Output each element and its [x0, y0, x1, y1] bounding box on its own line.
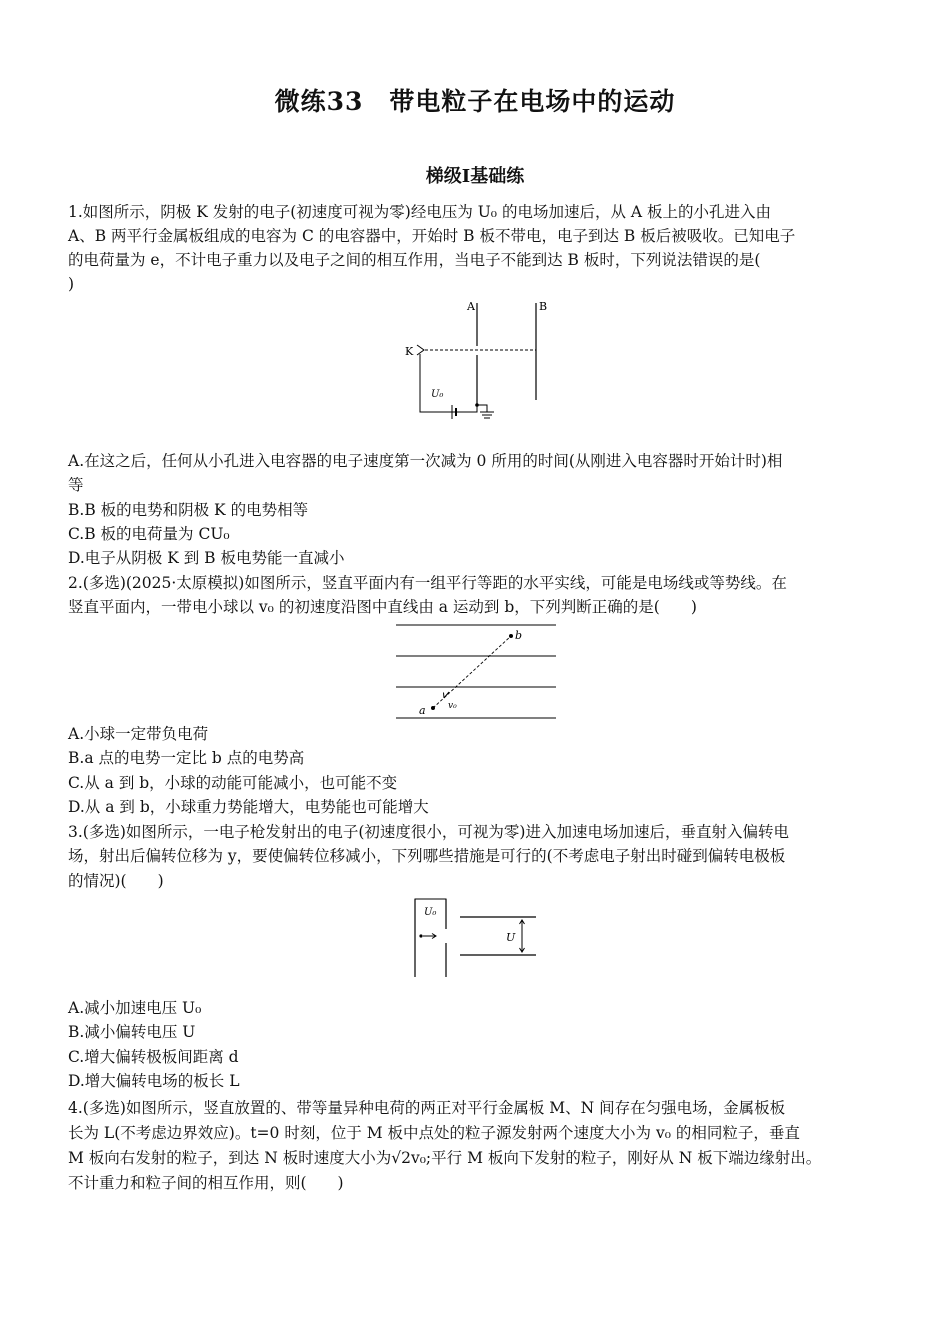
q1-option-a-line-1: A.在这之后，任何从小孔进入电容器的电子速度第一次减为 0 所用的时间(从刚进入电容器时开始计时)相: [68, 452, 783, 470]
q1-option-d: D.电子从阴极 K 到 B 板电势能一直减小: [68, 549, 345, 567]
q2-option-c: C.从 a 到 b，小球的动能可能减小，也可能不变: [68, 774, 398, 792]
q1-option-b: B.B 板的电势和阴极 K 的电势相等: [68, 501, 309, 519]
q1-option-a-line-2: 等: [68, 476, 84, 494]
q1-capacitor-figure: [395, 295, 565, 425]
q3-option-c: C.增大偏转极板间距离 d: [68, 1048, 239, 1066]
q2-option-a: A.小球一定带负电荷: [68, 725, 209, 743]
q3-stem-line-2: 场，射出后偏转位移为 y，要使偏转位移减小，下列哪些措施是可行的(不考虑电子射出时碰到偏转电极板: [68, 847, 786, 865]
q3-label-u: U: [506, 931, 516, 944]
q3-stem-line-1: 3.(多选)如图所示，一电子枪发射出的电子(初速度很小，可视为零)进入加速电场加速后，垂直射入偏转电: [68, 823, 789, 841]
q3-option-d: D.增大偏转电场的板长 L: [68, 1072, 240, 1090]
q1-cathode-k: [417, 345, 424, 355]
q2-option-b: B.a 点的电势一定比 b 点的电势高: [68, 749, 305, 767]
q1-stem-line-3: 的电荷量为 e，不计电子重力以及电子之间的相互作用，当电子不能到达 B 板时，下列说法错误的是(: [68, 251, 761, 269]
q4-stem-line-3: M 板向右发射的粒子，到达 N 板时速度大小为√2v₀;平行 M 板向下发射的粒子，刚好从 N 板下端边缘射出。: [68, 1149, 822, 1167]
q1-option-c: C.B 板的电荷量为 CU₀: [68, 525, 230, 543]
q1-label-b: B: [539, 300, 548, 313]
q1-ground-wire: [477, 405, 487, 412]
page-title: 微练33 带电粒子在电场中的运动: [274, 87, 676, 116]
q3-label-u0: U₀: [424, 907, 437, 918]
q1-label-u0: U₀: [431, 389, 444, 400]
q3-electron-gun-figure: [410, 895, 540, 981]
q2-label-a: a: [419, 704, 426, 717]
q2-stem-line-2: 竖直平面内，一带电小球以 v₀ 的初速度沿图中直线由 a 运动到 b，下列判断正确的是( ): [68, 598, 697, 616]
q3-stem-line-3: 的情况)( ): [68, 872, 164, 890]
q2-point-b: [509, 634, 513, 638]
q2-point-a: [431, 706, 435, 710]
q1-stem-line-4: ): [68, 275, 75, 293]
q1-circuit-wire: [420, 354, 463, 412]
q3-accel-voltage-bracket: [415, 899, 446, 903]
q2-field-lines-figure: [393, 620, 559, 722]
q3-electron-dot: [419, 934, 422, 937]
q1-label-a: A: [467, 300, 475, 313]
q1-label-k: K: [405, 345, 414, 358]
q4-stem-line-1: 4.(多选)如图所示，竖直放置的、带等量异种电荷的两正对平行金属板 M、N 间存在匀强电场，金属板板: [68, 1099, 786, 1117]
section-title: 梯级Ⅰ基础练: [425, 166, 525, 187]
q1-circuit-wire-right: [456, 405, 477, 412]
q4-stem-line-2: 长为 L(不考虑边界效应)。t=0 时刻，位于 M 板中点处的粒子源发射两个速度大小为 v₀ 的相同粒子，垂直: [68, 1124, 800, 1142]
q3-option-b: B.减小偏转电压 U: [68, 1023, 196, 1041]
q2-velocity-arrow: [444, 692, 450, 698]
q2-stem-line-1: 2.(多选)(2025·太原模拟)如图所示，竖直平面内有一组平行等距的水平实线，可能是电场线或等势线。在: [68, 574, 787, 592]
q4-stem-line-4: 不计重力和粒子间的相互作用，则( ): [68, 1174, 344, 1192]
q2-label-v0: v₀: [448, 701, 457, 711]
q2-option-d: D.从 a 到 b，小球重力势能增大，电势能也可能增大: [68, 798, 429, 816]
q1-stem-line-2: A、B 两平行金属板组成的电容为 C 的电容器中，开始时 B 板不带电，电子到达 B 板后被吸收。已知电子: [68, 227, 796, 245]
q1-stem-line-1: 1.如图所示，阴极 K 发射的电子(初速度可视为零)经电压为 U₀ 的电场加速后，从 A 板上的小孔进入由: [68, 203, 771, 221]
q3-option-a: A.减小加速电压 U₀: [68, 999, 202, 1017]
q2-label-b: b: [515, 629, 523, 642]
